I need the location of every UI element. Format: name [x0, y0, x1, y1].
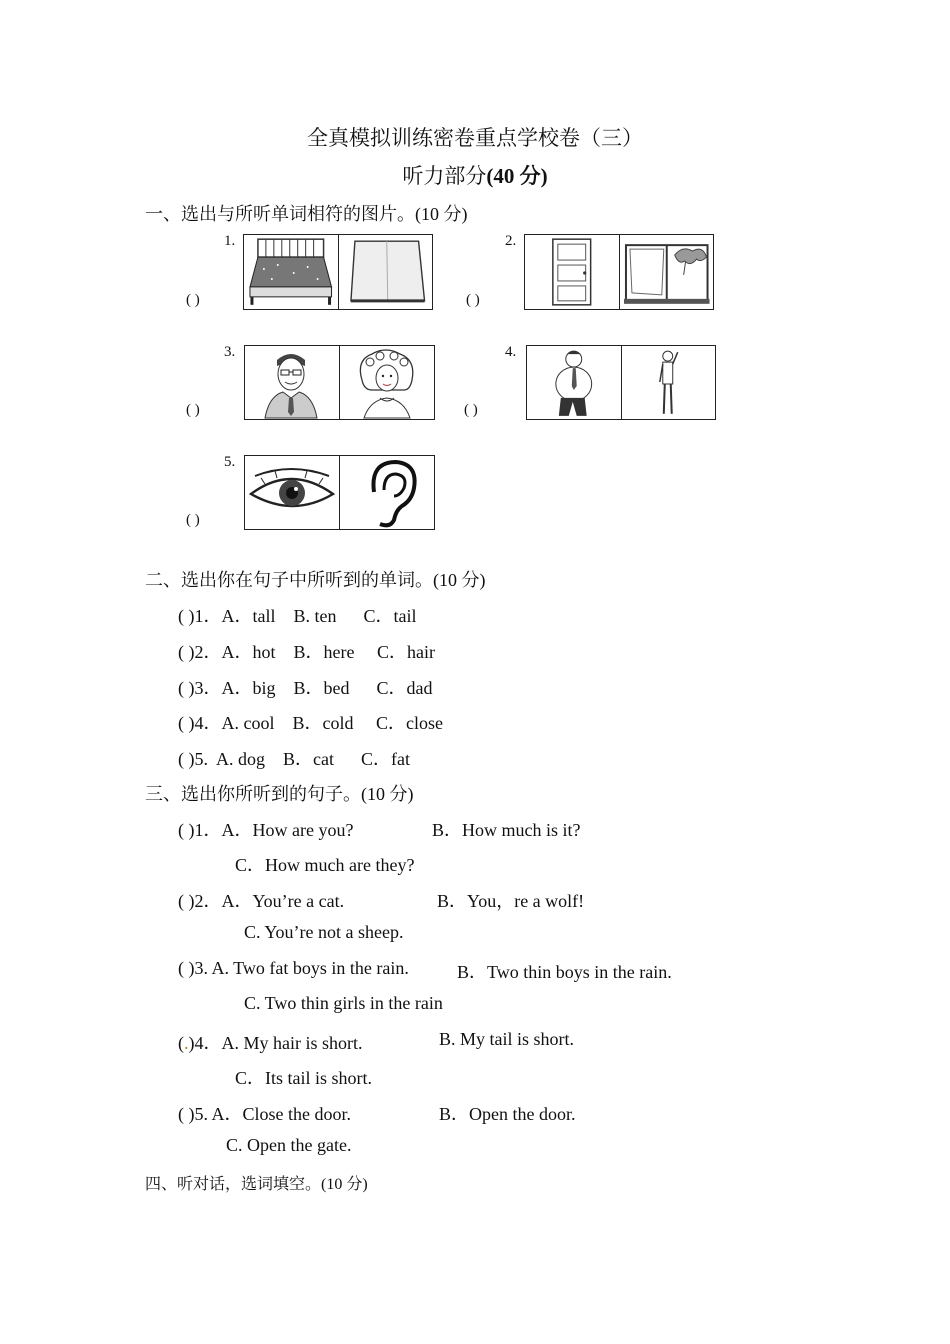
s3-q5-option-c[interactable]: C. Open the gate. — [226, 1135, 352, 1155]
item3-answer-paren[interactable]: ( ) — [186, 402, 200, 418]
s3-q4-option-a[interactable] — [178, 1029, 363, 1055]
item1-picture-pair — [243, 234, 433, 310]
s3-q3-option-b[interactable]: B．Two thin boys in the rain. — [457, 962, 672, 982]
item3-number: 3. — [224, 344, 236, 360]
s2-question-1[interactable]: ( )1．A．tall B. ten C．tail — [178, 606, 417, 626]
item5-picture-pair — [244, 455, 435, 530]
door-icon[interactable] — [525, 235, 620, 309]
s3-q5-option-b[interactable]: B．Open the door. — [439, 1104, 576, 1124]
s3-q1-option-a[interactable]: ( )1．A．How are you? — [178, 820, 354, 840]
s3-q2-option-a[interactable]: ( )2．A．You’re a cat. — [178, 891, 345, 911]
fat-man-icon[interactable] — [527, 346, 622, 419]
s3-q1-option-b[interactable]: B．How much is it? — [432, 820, 581, 840]
page-title: 全真模拟训练密卷重点学校卷（三） — [307, 126, 643, 150]
item3-picture-pair — [244, 345, 435, 420]
woman-icon[interactable] — [340, 346, 434, 419]
bed-icon[interactable] — [244, 235, 339, 309]
item5-number: 5. — [224, 454, 236, 470]
s3-q4-option-b[interactable]: B. My tail is short. — [439, 1029, 575, 1049]
section3-heading: 三、选出你所听到的句子。(10 分) — [145, 784, 414, 804]
s3-q4-option-a-text: )4．A. My hair is short. — [188, 1033, 363, 1053]
s3-q3-option-a[interactable]: ( )3. A. Two fat boys in the rain. — [178, 958, 409, 978]
item1-answer-paren[interactable]: ( ) — [186, 292, 200, 308]
s2-question-4[interactable]: ( )4．A. cool B．cold C．close — [178, 713, 443, 733]
page-subtitle — [0, 160, 950, 190]
item2-answer-paren[interactable]: ( ) — [466, 292, 480, 308]
window-icon[interactable] — [620, 235, 714, 309]
section4-heading: 四、听对话，选词填空。(10 分) — [145, 1176, 368, 1193]
item1-number: 1. — [224, 233, 236, 249]
item2-number: 2. — [505, 233, 517, 249]
s3-q2-option-c[interactable]: C. You’re not a sheep. — [244, 922, 404, 942]
ear-icon[interactable] — [340, 456, 434, 529]
s3-q4-open-paren: ( — [178, 1033, 184, 1053]
s3-q4-option-c[interactable]: C．Its tail is short. — [235, 1068, 373, 1088]
s3-q2-option-b[interactable]: B．You，re a wolf! — [437, 891, 585, 911]
thin-man-icon[interactable] — [622, 346, 716, 419]
s3-q3-option-c[interactable]: C. Two thin girls in the rain — [244, 993, 443, 1013]
item4-number: 4. — [505, 344, 517, 360]
section2-heading: 二、选出你在句子中所听到的单词。(10 分) — [145, 570, 486, 590]
item4-picture-pair — [526, 345, 716, 420]
s2-question-5[interactable]: ( )5. A. dog B．cat C．fat — [178, 749, 410, 769]
s3-q1-option-c[interactable]: C．How much are they? — [235, 855, 415, 875]
s2-question-3[interactable]: ( )3．A．big B．bed C．dad — [178, 678, 433, 698]
eye-icon[interactable] — [245, 456, 340, 529]
book-icon[interactable] — [339, 235, 433, 309]
subtitle-text: 听力部分 — [402, 164, 487, 188]
item2-picture-pair — [524, 234, 714, 310]
item4-answer-paren[interactable]: ( ) — [464, 402, 478, 418]
s3-q5-option-a[interactable]: ( )5. A．Close the door. — [178, 1104, 351, 1124]
subtitle-score: (40 分) — [486, 164, 548, 188]
s3-q4-mark: . — [184, 1033, 189, 1053]
item5-answer-paren[interactable]: ( ) — [186, 512, 200, 528]
man-icon[interactable] — [245, 346, 340, 419]
s2-question-2[interactable]: ( )2．A．hot B．here C．hair — [178, 642, 435, 662]
section1-heading: 一、选出与所听单词相符的图片。(10 分) — [145, 204, 468, 224]
